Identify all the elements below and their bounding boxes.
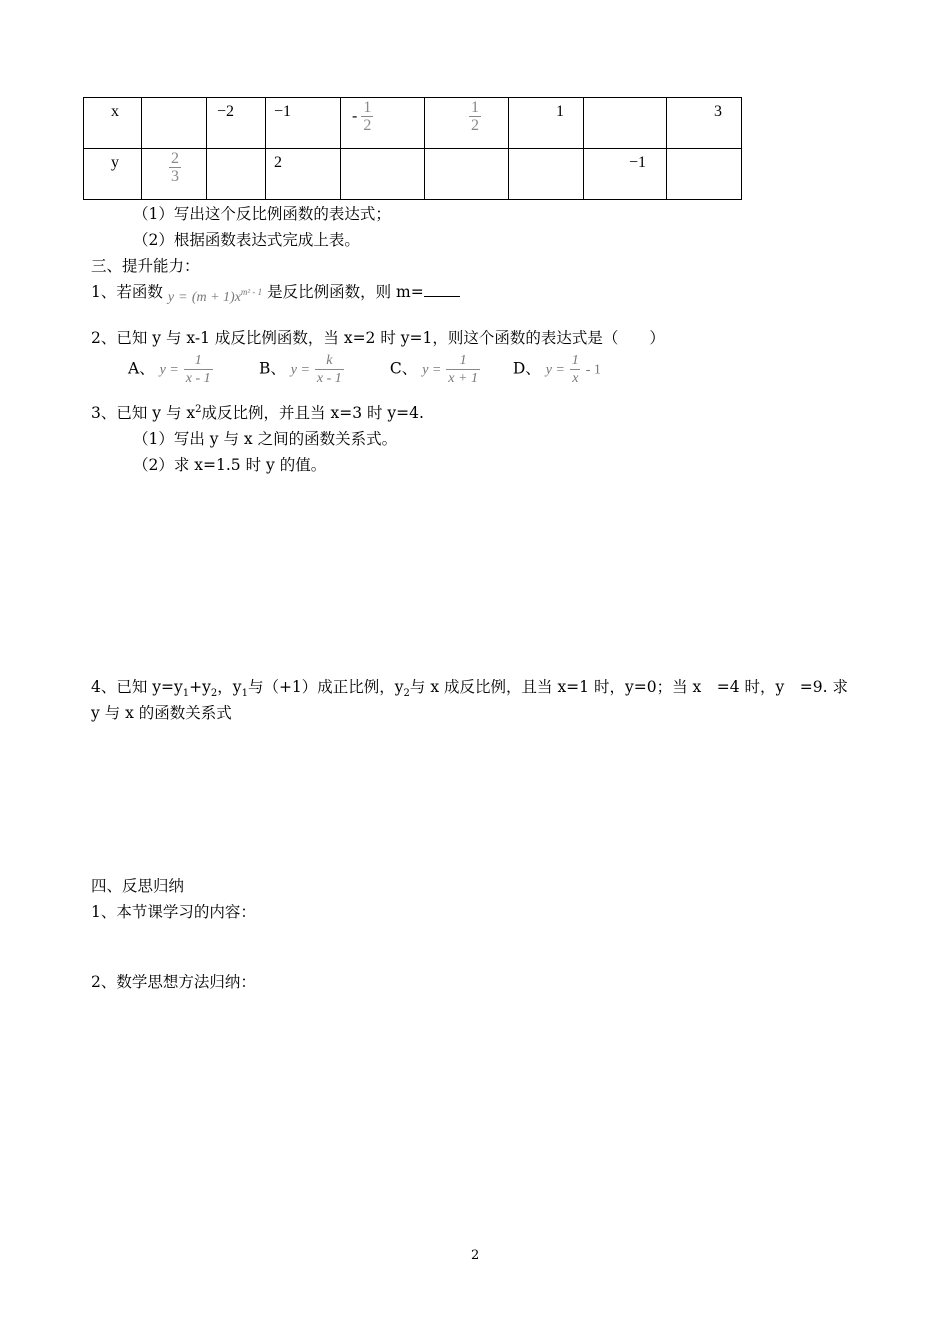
option-c[interactable]: C、 y = $\frac{1}{x + 1}$: [389, 353, 478, 386]
table-cell: y: [111, 154, 119, 171]
question-3-part-2: （2）求 x=1.5 时 y 的值。: [133, 456, 327, 474]
function-formula: $y = (m + 1)x^{m^2 - 1}$: [167, 286, 263, 305]
question-2: 2、已知 y 与 x-1 成反比例函数，当 x=2 时 y=1，则这个函数的表达式是（ ）: [91, 329, 665, 347]
page-number: 2: [471, 1248, 480, 1263]
option-b[interactable]: B、 y = $\frac{k}{x - 1}$: [258, 353, 342, 386]
option-d[interactable]: D、 y = $\frac{1}{x}$ - 1: [512, 353, 601, 386]
fraction: $\frac{1}{x - 1}$: [185, 353, 211, 386]
answer-blank[interactable]: [424, 282, 460, 297]
table-cell: [469, 99, 481, 134]
fraction: $\frac{1}{2}$: [471, 99, 479, 134]
table-cell: [169, 150, 181, 185]
table-cell: x: [111, 103, 119, 120]
option-a[interactable]: A、 y = $\frac{1}{x - 1}$: [128, 353, 211, 386]
fraction: $\frac{1}{x + 1}$: [448, 353, 478, 386]
reflection-item-2: 2、数学思想方法归纳：: [91, 973, 256, 991]
fraction: $\frac{1}{x}$: [571, 353, 579, 386]
section-4-heading: 四、反思归纳: [91, 877, 185, 895]
y-row: [84, 149, 742, 200]
section-3-heading: 三、提升能力：: [91, 257, 200, 275]
table-cell: −1: [274, 103, 292, 120]
question-3: 3、已知 y 与 $x^2$成反比例，并且当 x=3 时 y=4.: [91, 403, 424, 422]
value-table: [83, 97, 742, 200]
fraction: $\frac{k}{x - 1}$: [316, 353, 342, 386]
question-3-part-1: （1）写出 y 与 x 之间的函数关系式。: [133, 430, 398, 448]
answer-options: [128, 352, 601, 387]
minus-sign: -: [352, 107, 358, 125]
table-cell: −2: [217, 103, 235, 120]
fraction: $\frac{1}{2}$: [363, 99, 372, 134]
table-cell: −1: [629, 154, 647, 171]
table-cell: [352, 99, 373, 134]
table-cell: 3: [714, 103, 722, 120]
table-cell: 1: [556, 103, 564, 120]
question-4-line-2: y 与 x 的函数关系式: [91, 704, 232, 722]
question-1: 1、若函数 $y = (m + 1)x^{m^2 - 1}$ 是反比例函数，则 m=: [91, 280, 460, 302]
table-cell: 2: [274, 154, 282, 171]
question-part-2: （2）根据函数表达式完成上表。: [133, 231, 360, 249]
question-4: 4、已知 $y=y_1+y_2$，$y_1$与（+1）成正比例，$y_2$与 x 成反比例，且当 x=1 时，y=0；当 x =4 时，y =9. 求: [91, 678, 848, 700]
reflection-item-1: 1、本节课学习的内容：: [91, 903, 256, 921]
fraction: $\frac{2}{3}$: [171, 150, 179, 185]
x-row: [84, 98, 742, 149]
question-part-1: （1）写出这个反比例函数的表达式；: [133, 205, 391, 223]
